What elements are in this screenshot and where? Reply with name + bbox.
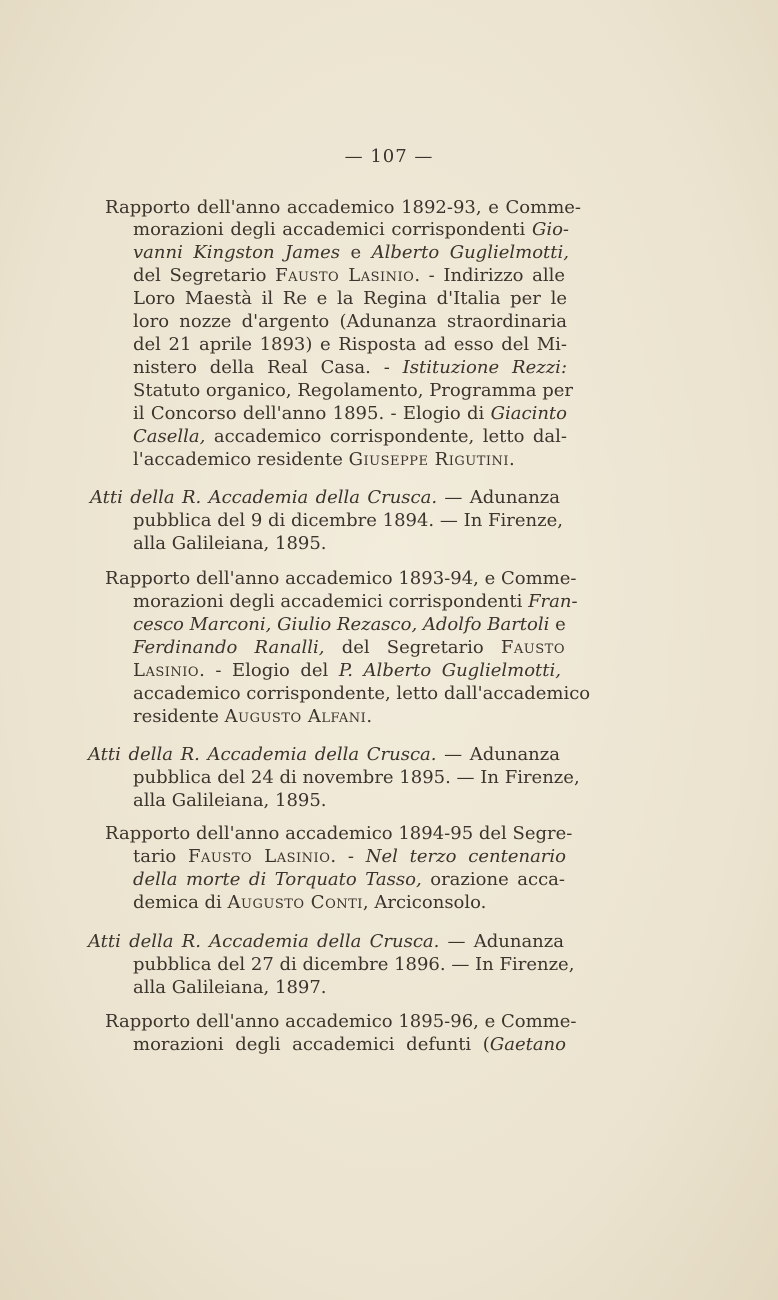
heading-line: Atti della R. Accademia della Crusca. — Adunanza: [88, 744, 560, 765]
heading-line: alla Galileiana, 1895.: [133, 790, 327, 811]
text-line: residente Augusto Alfani.: [133, 706, 373, 727]
page-number-dash-left: —: [344, 146, 371, 167]
text-line: cesco Marconi, Giulio Rezasco, Adolfo Bartoli e: [133, 614, 566, 635]
text-line: loro nozze d'argento (Adunanza straordinaria: [133, 311, 567, 332]
page-number: [0, 146, 778, 167]
text-line: morazioni degli accademici corrispondenti Gio-: [133, 219, 569, 240]
text-line: del Segretario Fausto Lasinio. - Indirizzo alle: [133, 265, 565, 286]
text-line: morazioni degli accademici corrispondenti Fran-: [133, 591, 578, 612]
text-line: della morte di Torquato Tasso, orazione acca-: [133, 869, 565, 890]
text-line: Rapporto dell'anno accademico 1892-93, e Comme-: [105, 197, 581, 218]
text-line: morazioni degli accademici defunti (Gaetano: [133, 1034, 566, 1055]
text-line: l'accademico residente Giuseppe Rigutini.: [133, 449, 516, 470]
heading-line: pubblica del 27 di dicembre 1896. — In Firenze,: [133, 954, 575, 975]
text-line: Lasinio. - Elogio del P. Alberto Guglielmotti,: [133, 660, 561, 681]
text-line: Ferdinando Ranalli, del Segretario Fausto: [133, 637, 565, 658]
text-line: vanni Kingston James e Alberto Guglielmotti,: [133, 242, 569, 263]
text-line: Loro Maestà il Re e la Regina d'Italia per le: [133, 288, 567, 309]
heading-line: pubblica del 9 di dicembre 1894. — In Firenze,: [133, 510, 563, 531]
text-line: Rapporto dell'anno accademico 1894-95 del Segre-: [105, 823, 573, 844]
text-line: il Concorso dell'anno 1895. - Elogio di Giacinto: [133, 403, 567, 424]
text-line: demica di Augusto Conti, Arciconsolo.: [133, 892, 487, 913]
text-line: Casella, accademico corrispondente, letto dal-: [133, 426, 567, 447]
text-line: Rapporto dell'anno accademico 1893-94, e Comme-: [105, 568, 577, 589]
page-number-dash-right: —: [407, 146, 434, 167]
heading-line: pubblica del 24 di novembre 1895. — In Firenze,: [133, 767, 580, 788]
text-line: accademico corrispondente, letto dall'accademico: [133, 683, 591, 704]
heading-line: alla Galileiana, 1895.: [133, 533, 327, 554]
text-line: Rapporto dell'anno accademico 1895-96, e Comme-: [105, 1011, 577, 1032]
heading-line: alla Galileiana, 1897.: [133, 977, 327, 998]
text-line: nistero della Real Casa. - Istituzione Rezzi:: [133, 357, 568, 378]
text-line: Statuto organico, Regolamento, Programma per: [133, 380, 573, 401]
heading-line: Atti della R. Accademia della Crusca. — Adunanza: [90, 487, 560, 508]
text-line: del 21 aprile 1893) e Risposta ad esso del Mi-: [133, 334, 567, 355]
text-line: tario Fausto Lasinio. - Nel terzo centenario: [133, 846, 567, 867]
heading-line: Atti della R. Accademia della Crusca. — Adunanza: [88, 931, 564, 952]
page-number-value: 107: [370, 146, 408, 167]
